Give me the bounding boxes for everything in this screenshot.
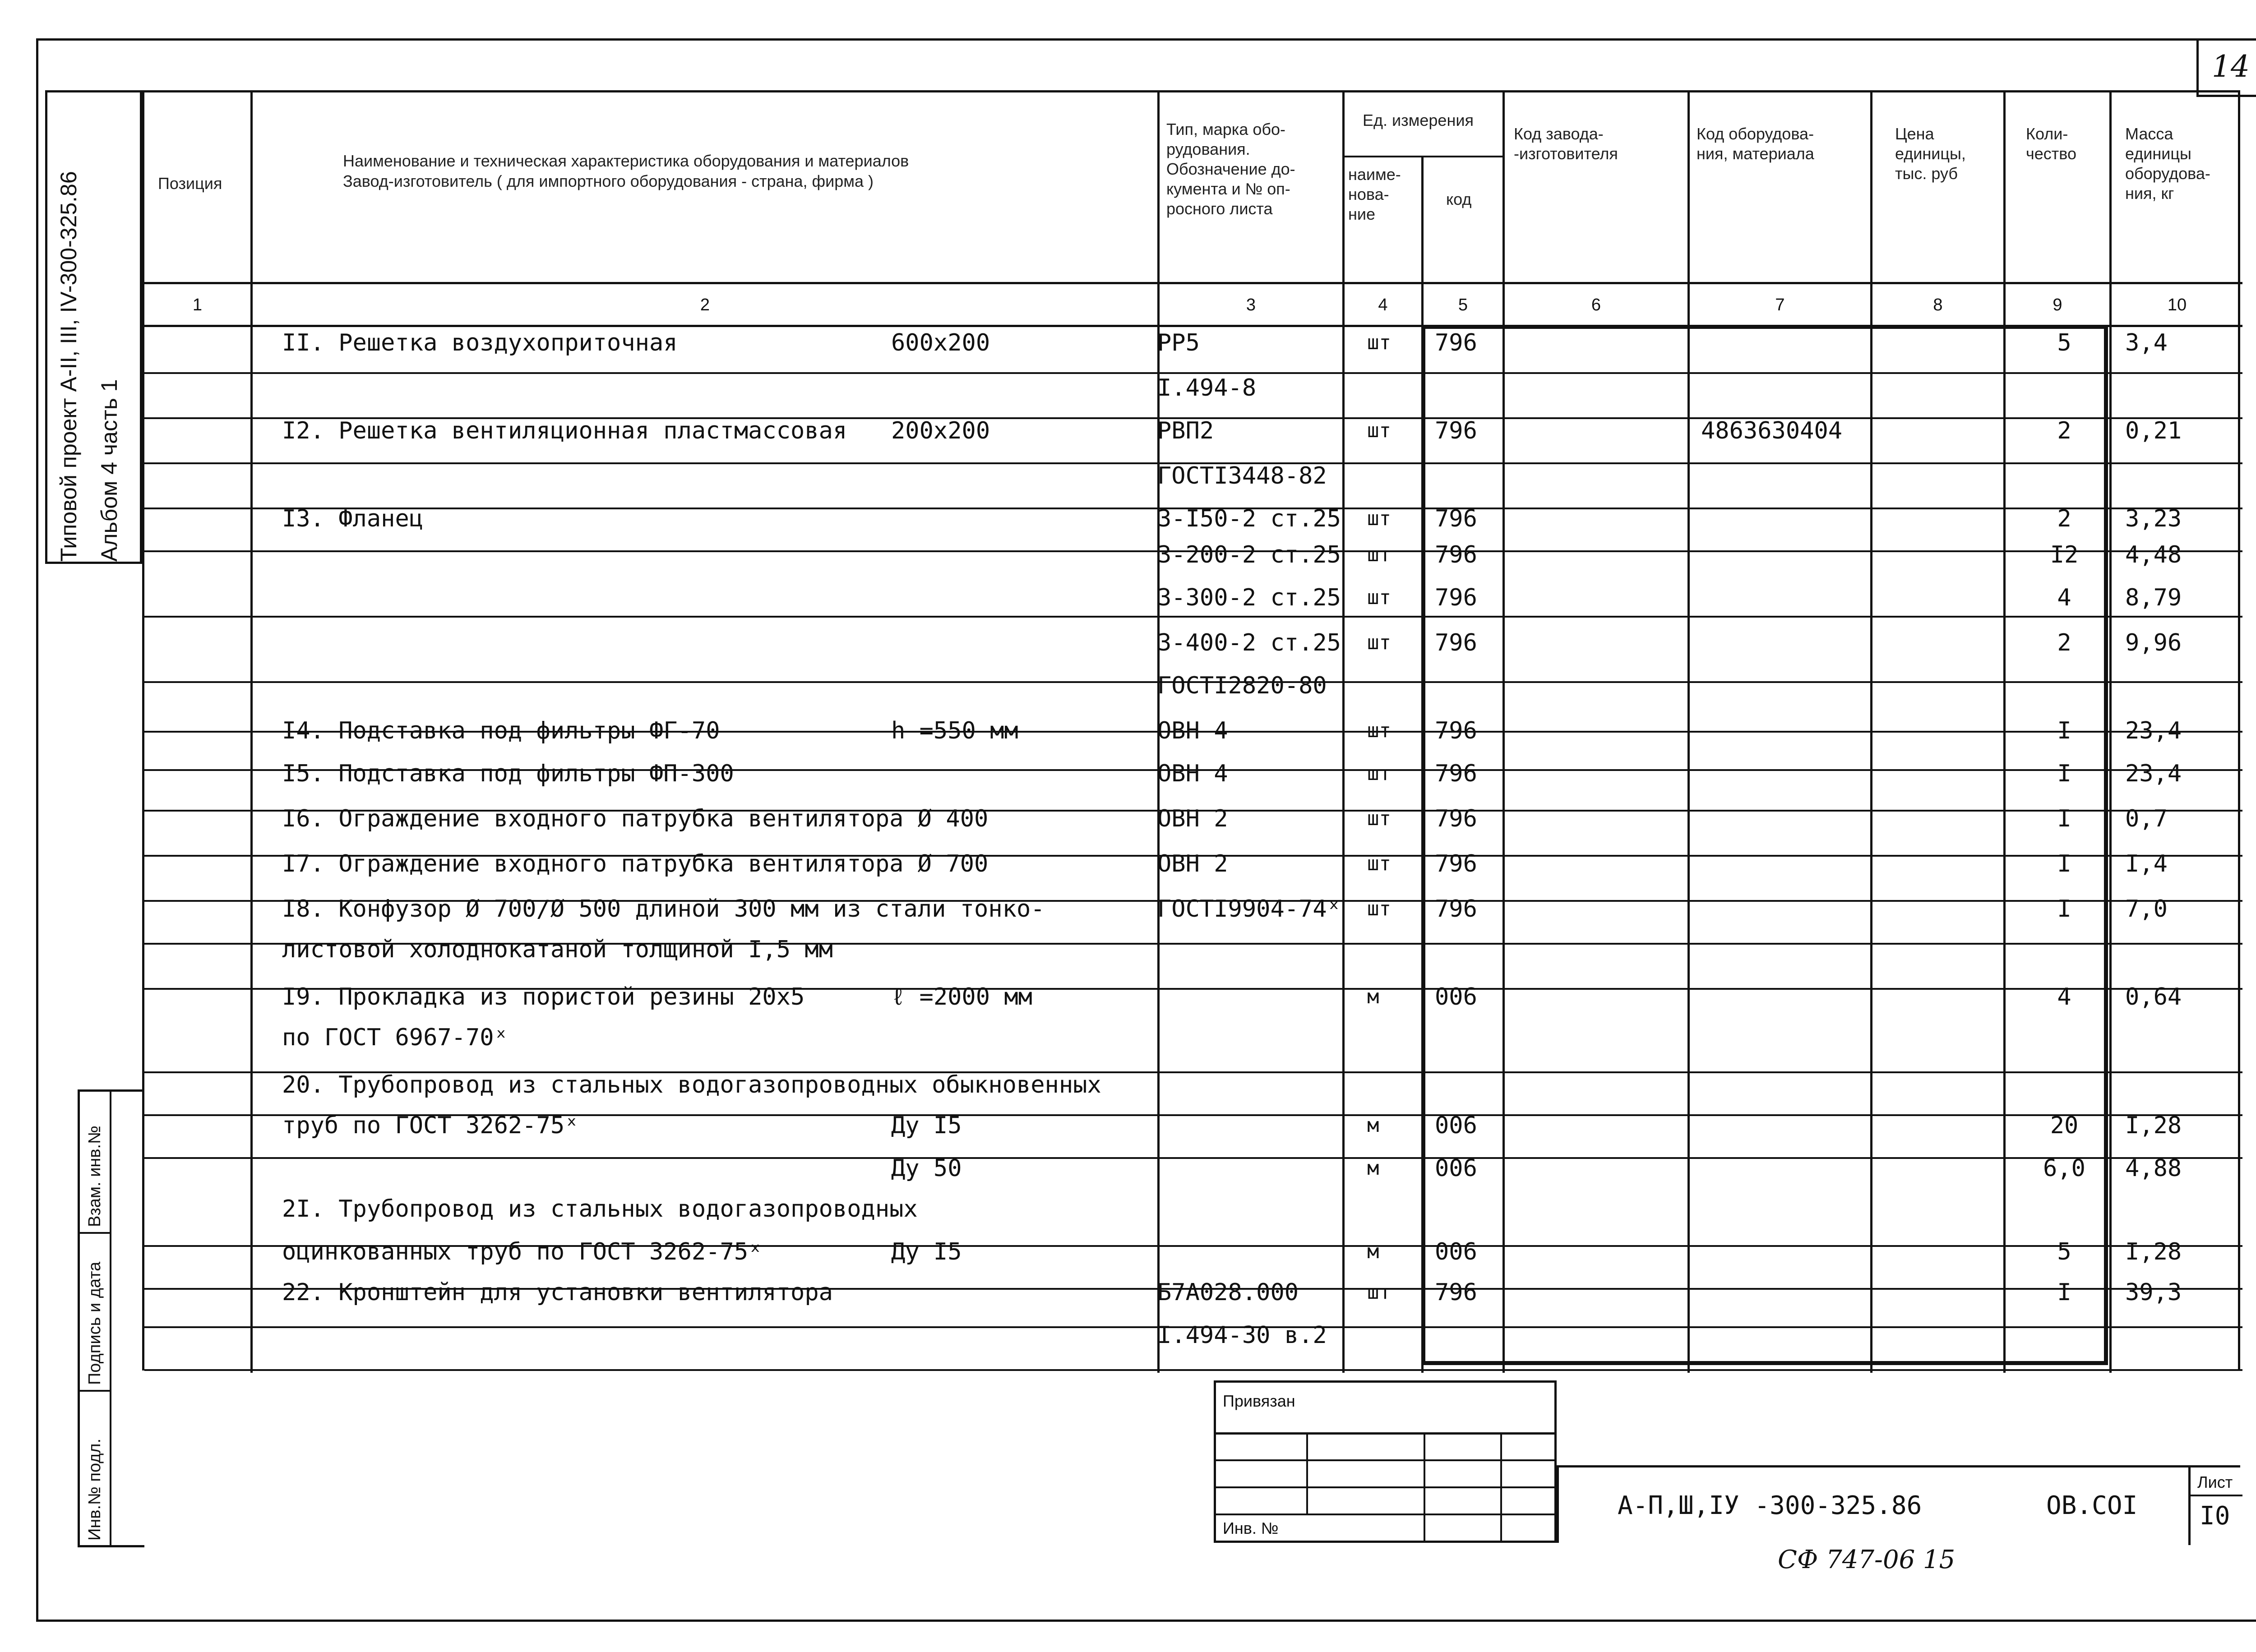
row-18-name: 20. Трубопровод из стальных водогазопроводных обыкновенных	[282, 1071, 1101, 1098]
row-5-mass: 3,23	[2125, 505, 2182, 532]
row-3-name: I2. Решетка вентиляционная пластмассовая	[282, 417, 847, 444]
approval-strip	[78, 1089, 144, 1547]
row-6-unit: шт	[1367, 543, 1391, 566]
header-position: Позиция	[158, 174, 222, 193]
row-6-type: 3-200-2 ст.25	[1157, 541, 1341, 568]
colnum-4: 4	[1378, 295, 1388, 314]
colnum-3: 3	[1246, 295, 1256, 314]
row-3-mass: 0,21	[2125, 417, 2182, 444]
row-11-mass: 23,4	[2125, 760, 2182, 787]
row-16-size: ℓ =2000 мм	[891, 983, 1032, 1011]
row-20-qty: 6,0	[2043, 1155, 2085, 1182]
row-5-unit: шт	[1367, 507, 1391, 530]
row-1-type: РР5	[1157, 329, 1200, 356]
highlight-frame	[1421, 325, 2108, 1365]
side-title-strip	[45, 90, 142, 564]
row-19-size: Ду I5	[891, 1112, 962, 1139]
row-14-qty: I	[2057, 895, 2071, 923]
row-14-name: I8. Конфузор Ø 700/Ø 500 длиной 300 мм из стали тонко-	[282, 895, 1045, 923]
header-unit: Ед. измерения	[1363, 111, 1474, 129]
linked-label: Привязан	[1223, 1392, 1295, 1410]
colnum-5: 5	[1458, 295, 1468, 314]
row-22-code: 006	[1435, 1238, 1477, 1265]
row-15-name: листовой холоднокатаной толщиной I,5 мм	[282, 936, 833, 963]
row-1-mass: 3,4	[2125, 329, 2168, 356]
colnum-10: 10	[2167, 295, 2187, 314]
sign-date-cell	[80, 1234, 111, 1392]
sheet-label: Лист	[2197, 1473, 2233, 1491]
row-10-mass: 23,4	[2125, 717, 2182, 744]
row-23-code: 796	[1435, 1279, 1477, 1306]
project-title: Типовой проект А-II, III, IV-300-325.86	[56, 171, 81, 562]
row-20-size: Ду 50	[891, 1155, 962, 1182]
colnum-6: 6	[1591, 295, 1601, 314]
row-3-unit: шт	[1367, 419, 1391, 442]
row-22-mass: I,28	[2125, 1238, 2182, 1265]
row-22-name: оцинкованных труб по ГОСТ 3262-75ˣ	[282, 1238, 763, 1265]
row-3-code: 796	[1435, 417, 1477, 444]
row-22-unit: м	[1367, 1240, 1379, 1263]
row-20-unit: м	[1367, 1157, 1379, 1180]
row-1-unit: шт	[1367, 331, 1391, 354]
row-16-name: I9. Прокладка из пористой резины 20х5	[282, 983, 805, 1011]
row-5-type: 3-I50-2 ст.25	[1157, 505, 1341, 532]
row-19-unit: м	[1367, 1114, 1379, 1137]
header-price: Цена единицы, тыс. руб	[1895, 125, 1966, 183]
row-8-code: 796	[1435, 629, 1477, 656]
header-name-line1: Наименование и техническая характеристика оборудования и материалов	[343, 152, 909, 170]
row-24-type: I.494-30 в.2	[1157, 1322, 1327, 1349]
row-23-name: 22. Кронштейн для установки вентилятора	[282, 1279, 833, 1306]
row-13-name: I7. Ограждение входного патрубка вентилятора Ø 700	[282, 850, 989, 877]
row-22-qty: 5	[2057, 1238, 2071, 1265]
orig-inv-cell	[80, 1392, 111, 1547]
colnum-9: 9	[2053, 295, 2062, 314]
row-8-unit: шт	[1367, 631, 1391, 654]
row-10-type: ОВН 4	[1157, 717, 1228, 744]
title-block	[1214, 1380, 1557, 1543]
row-3-equip: 4863630404	[1701, 417, 1843, 444]
row-20-mass: 4,88	[2125, 1155, 2182, 1182]
row-11-code: 796	[1435, 760, 1477, 787]
header-mass: Масса единицы оборудова- ния, кг	[2125, 125, 2210, 203]
row-14-code: 796	[1435, 895, 1477, 923]
row-16-code: 006	[1435, 983, 1477, 1011]
row-7-qty: 4	[2057, 584, 2071, 611]
row-12-type: ОВН 2	[1157, 805, 1228, 832]
row-5-name: I3. Фланец	[282, 505, 424, 532]
row-8-qty: 2	[2057, 629, 2071, 656]
row-14-type: ГОСТI9904-74ˣ	[1157, 895, 1341, 923]
row-16-mass: 0,64	[2125, 983, 2182, 1011]
row-13-type: ОВН 2	[1157, 850, 1228, 877]
page-number: 14	[2196, 38, 2256, 97]
colnum-1: 1	[192, 295, 203, 314]
row-23-mass: 39,3	[2125, 1279, 2182, 1306]
row-3-size: 200х200	[891, 417, 990, 444]
row-4-type: ГОСТI3448-82	[1157, 462, 1327, 489]
header-name-line2: Завод-изготовитель ( для импортного оборудования - страна, фирма )	[343, 172, 874, 190]
row-12-code: 796	[1435, 805, 1477, 832]
row-12-qty: I	[2057, 805, 2071, 832]
row-5-code: 796	[1435, 505, 1477, 532]
row-14-mass: 7,0	[2125, 895, 2168, 923]
row-21-name: 2I. Трубопровод из стальных водогазопроводных	[282, 1195, 918, 1223]
sheet-box	[1557, 1465, 2240, 1543]
row-11-unit: шт	[1367, 762, 1391, 785]
header-equip-code: Код оборудова- ния, материала	[1697, 125, 1814, 163]
row-19-qty: 20	[2050, 1112, 2079, 1139]
row-11-name: I5. Подставка под фильтры ФП-300	[282, 760, 734, 787]
row-13-code: 796	[1435, 850, 1477, 877]
row-1-name: II. Решетка воздухоприточная	[282, 329, 678, 356]
row-3-type: РВП2	[1157, 417, 1214, 444]
row-14-unit: шт	[1367, 897, 1391, 920]
row-23-unit: шт	[1367, 1281, 1391, 1304]
row-20-code: 006	[1435, 1155, 1477, 1182]
row-23-type: Б7А028.000	[1157, 1279, 1299, 1306]
orig-inv-label: Инв.№ подл.	[85, 1438, 104, 1541]
row-10-name: I4. Подставка под фильтры ФГ-70	[282, 717, 720, 744]
row-11-qty: I	[2057, 760, 2071, 787]
row-1-qty: 5	[2057, 329, 2071, 356]
row-1-code: 796	[1435, 329, 1477, 356]
sign-date-label: Подпись и дата	[85, 1261, 104, 1385]
row-13-unit: шт	[1367, 852, 1391, 875]
row-22-size: Ду I5	[891, 1238, 962, 1265]
archive-stamp: СФ 747-06 15	[1778, 1545, 1956, 1574]
inv-label: Инв. №	[1223, 1519, 1279, 1537]
row-1-size: 600х200	[891, 329, 990, 356]
row-23-qty: I	[2057, 1279, 2071, 1306]
row-10-unit: шт	[1367, 719, 1391, 742]
row-7-unit: шт	[1367, 586, 1391, 609]
row-9-type: ГОСТI2820-80	[1157, 672, 1327, 699]
row-8-type: 3-400-2 ст.25	[1157, 629, 1341, 656]
row-13-mass: I,4	[2125, 850, 2168, 877]
row-7-type: 3-300-2 ст.25	[1157, 584, 1341, 611]
row-19-code: 006	[1435, 1112, 1477, 1139]
row-6-qty: I2	[2050, 541, 2079, 568]
header-factory-code: Код завода- -изготовителя	[1514, 125, 1618, 163]
row-6-code: 796	[1435, 541, 1477, 568]
header-unit-code: код	[1446, 190, 1472, 208]
replace-inv-cell	[80, 1092, 111, 1234]
row-12-mass: 0,7	[2125, 805, 2168, 832]
replace-inv-label: Взам. инв.№	[85, 1126, 104, 1227]
row-7-mass: 8,79	[2125, 584, 2182, 611]
row-13-qty: I	[2057, 850, 2071, 877]
doc-mark: ОВ.СОI	[2046, 1491, 2138, 1520]
row-10-qty: I	[2057, 717, 2071, 744]
header-qty: Коли- чество	[2026, 125, 2077, 163]
doc-code: А-П,Ш,IУ -300-325.86	[1618, 1491, 1922, 1520]
colnum-8: 8	[1933, 295, 1943, 314]
row-16-unit: м	[1367, 985, 1379, 1008]
row-6-mass: 4,48	[2125, 541, 2182, 568]
row-12-unit: шт	[1367, 807, 1391, 830]
row-17-name: по ГОСТ 6967-70ˣ	[282, 1024, 508, 1051]
row-7-code: 796	[1435, 584, 1477, 611]
row-8-mass: 9,96	[2125, 629, 2182, 656]
row-10-size: h =550 мм	[891, 717, 1018, 744]
colnum-7: 7	[1775, 295, 1785, 314]
row-12-name: I6. Ограждение входного патрубка вентилятора Ø 400	[282, 805, 989, 832]
row-5-qty: 2	[2057, 505, 2071, 532]
row-16-qty: 4	[2057, 983, 2071, 1011]
album-title: Альбом 4 часть 1	[97, 379, 122, 562]
colnum-2: 2	[700, 295, 710, 314]
row-3-qty: 2	[2057, 417, 2071, 444]
row-19-name: труб по ГОСТ 3262-75ˣ	[282, 1112, 579, 1139]
row-19-mass: I,28	[2125, 1112, 2182, 1139]
row-10-code: 796	[1435, 717, 1477, 744]
row-2-type: I.494-8	[1157, 374, 1257, 401]
header-unit-name: наиме- нова- ние	[1348, 165, 1401, 223]
sheet-number: I0	[2200, 1501, 2230, 1531]
row-11-type: ОВН 4	[1157, 760, 1228, 787]
header-type: Тип, марка обо- рудования. Обозначение до- кумента и № оп- росного листа	[1166, 120, 1295, 218]
